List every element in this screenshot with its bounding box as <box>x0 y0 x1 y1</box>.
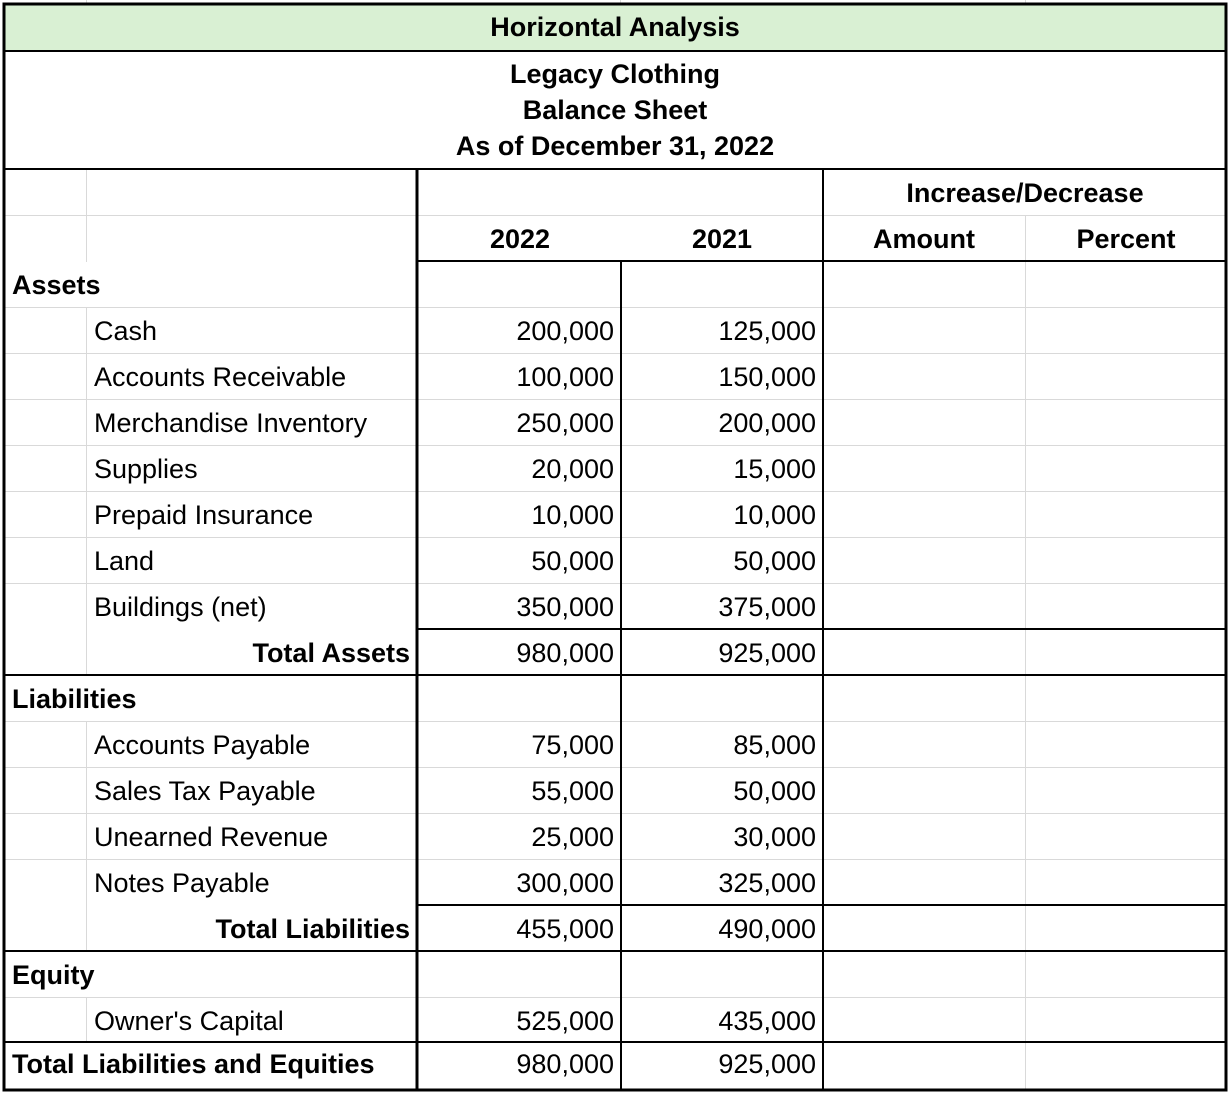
table-row <box>0 354 1230 400</box>
grand-total-label[interactable]: Total Liabilities and Equities <box>12 1049 375 1079</box>
value-2022[interactable]: 350,000 <box>516 592 614 622</box>
section-row-liabilities <box>0 676 1230 722</box>
company-name[interactable]: Legacy Clothing <box>509 59 720 89</box>
total-2022[interactable]: 455,000 <box>516 914 614 944</box>
table-row <box>0 860 1230 906</box>
section-label[interactable]: Equity <box>12 960 95 990</box>
value-2021[interactable]: 10,000 <box>733 500 816 530</box>
row-label[interactable]: Accounts Payable <box>94 730 311 760</box>
value-2021[interactable]: 435,000 <box>718 1006 816 1036</box>
table-row <box>0 768 1230 814</box>
row-label[interactable]: Unearned Revenue <box>94 822 329 852</box>
row-label[interactable]: Land <box>94 546 155 576</box>
table-row <box>0 492 1230 538</box>
value-2022[interactable]: 100,000 <box>516 362 614 392</box>
value-2021[interactable]: 85,000 <box>733 730 816 760</box>
value-2022[interactable]: 55,000 <box>531 776 614 806</box>
value-2022[interactable]: 200,000 <box>516 316 614 346</box>
total-label[interactable]: Total Assets <box>252 638 410 668</box>
total-2021[interactable]: 925,000 <box>718 638 816 668</box>
row-label[interactable]: Accounts Receivable <box>94 362 347 392</box>
table-row <box>0 722 1230 768</box>
total-2021[interactable]: 490,000 <box>718 914 816 944</box>
section-label[interactable]: Assets <box>12 270 101 300</box>
value-2021[interactable]: 125,000 <box>718 316 816 346</box>
value-2021[interactable]: 200,000 <box>718 408 816 438</box>
table-row <box>0 308 1230 354</box>
value-2022[interactable]: 25,000 <box>531 822 614 852</box>
value-2021[interactable]: 150,000 <box>718 362 816 392</box>
header-row-1 <box>0 170 1230 216</box>
table-row <box>0 538 1230 584</box>
grand-total-2021[interactable]: 925,000 <box>718 1049 816 1079</box>
year-2021-header[interactable]: 2021 <box>691 224 753 254</box>
table-row <box>0 400 1230 446</box>
value-2022[interactable]: 20,000 <box>531 454 614 484</box>
percent-header[interactable]: Percent <box>1076 224 1176 254</box>
row-label[interactable]: Owner's Capital <box>94 1006 284 1036</box>
amount-header[interactable]: Amount <box>873 224 975 254</box>
row-label[interactable]: Cash <box>94 316 158 346</box>
value-2021[interactable]: 15,000 <box>733 454 816 484</box>
row-label[interactable]: Merchandise Inventory <box>94 408 368 438</box>
table-row <box>0 998 1230 1044</box>
value-2021[interactable]: 325,000 <box>718 868 816 898</box>
value-2021[interactable]: 375,000 <box>718 592 816 622</box>
total-label[interactable]: Total Liabilities <box>215 914 410 944</box>
value-2022[interactable]: 75,000 <box>531 730 614 760</box>
value-2022[interactable]: 525,000 <box>516 1006 614 1036</box>
section-row-assets <box>0 262 1230 308</box>
table-row <box>0 584 1230 630</box>
value-2022[interactable]: 50,000 <box>531 546 614 576</box>
row-label[interactable]: Supplies <box>94 454 198 484</box>
section-label[interactable]: Liabilities <box>12 684 137 714</box>
row-label[interactable]: Sales Tax Payable <box>94 776 316 806</box>
total-row-liabilities <box>0 906 1230 952</box>
total-row-assets <box>0 630 1230 676</box>
statement-date[interactable]: As of December 31, 2022 <box>455 131 775 161</box>
table-row <box>0 446 1230 492</box>
increase-decrease-header[interactable]: Increase/Decrease <box>906 178 1144 208</box>
row-label[interactable]: Notes Payable <box>94 868 270 898</box>
grand-total-row <box>0 1042 1230 1086</box>
sheet-title[interactable]: Horizontal Analysis <box>490 12 740 42</box>
total-2022[interactable]: 980,000 <box>516 638 614 668</box>
grand-total-2022[interactable]: 980,000 <box>516 1049 614 1079</box>
row-label[interactable]: Buildings (net) <box>94 592 267 622</box>
year-2022-header[interactable]: 2022 <box>489 224 551 254</box>
value-2022[interactable]: 300,000 <box>516 868 614 898</box>
value-2021[interactable]: 30,000 <box>733 822 816 852</box>
statement-name[interactable]: Balance Sheet <box>522 95 708 125</box>
header-row-2 <box>0 216 1230 262</box>
value-2022[interactable]: 250,000 <box>516 408 614 438</box>
row-label[interactable]: Prepaid Insurance <box>94 500 314 530</box>
table-row <box>0 814 1230 860</box>
value-2021[interactable]: 50,000 <box>733 546 816 576</box>
value-2022[interactable]: 10,000 <box>531 500 614 530</box>
value-2021[interactable]: 50,000 <box>733 776 816 806</box>
section-row-equity <box>0 952 1230 998</box>
